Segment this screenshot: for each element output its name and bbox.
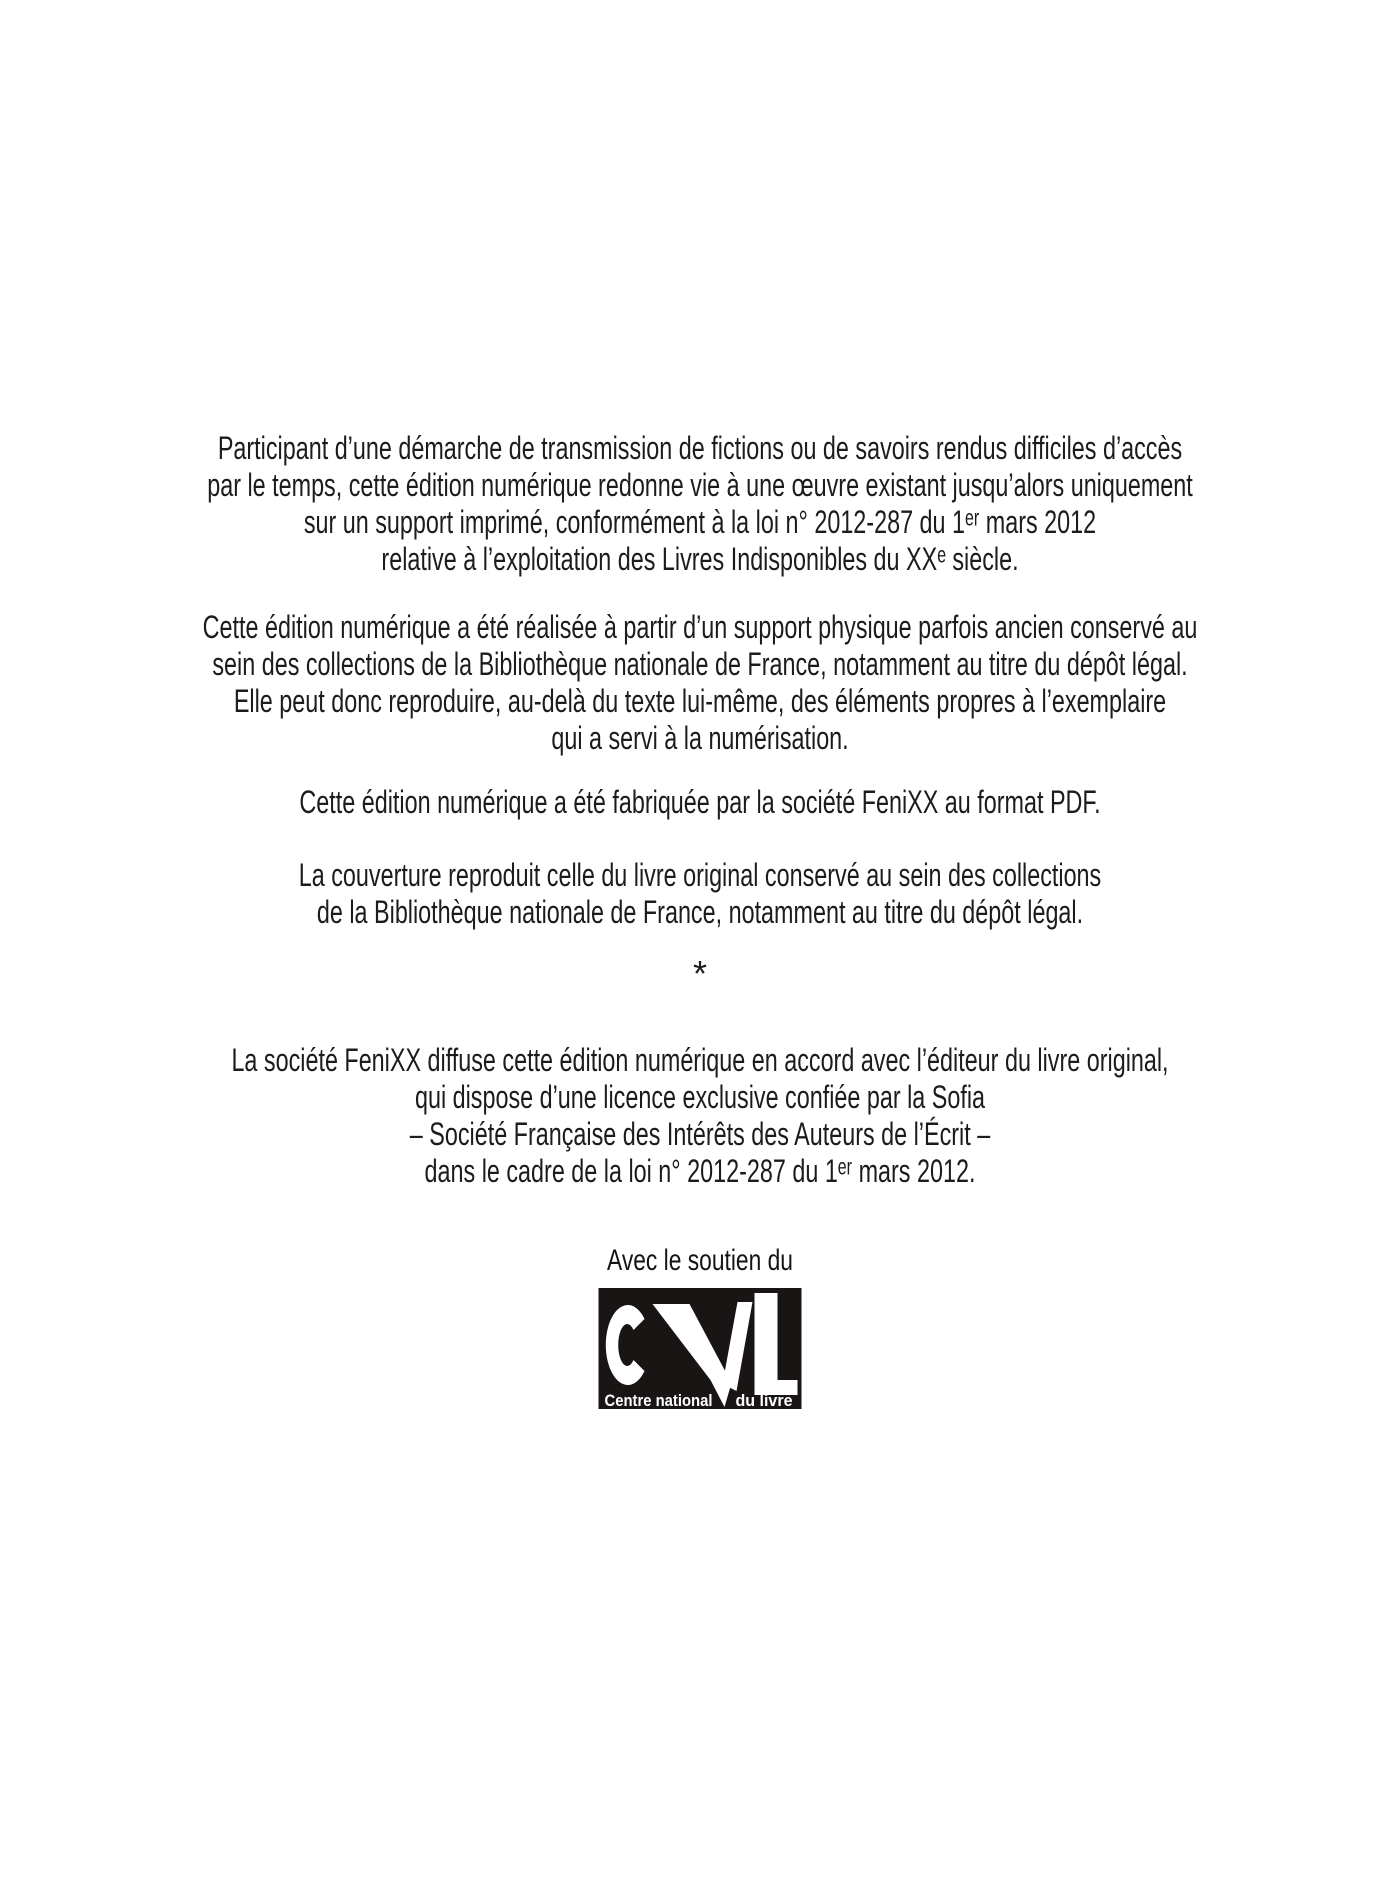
text-line: par le temps, cette édition numérique redonne vie à une œuvre existant jusqu’alors uniquement xyxy=(207,467,1193,503)
cnl-logo-graphic xyxy=(599,1288,802,1409)
colophon-paragraph-5 xyxy=(189,1042,1211,1190)
text-line: La société FeniXX diffuse cette édition numérique en accord avec l’éditeur du livre original, xyxy=(231,1042,1169,1078)
text-line: de la Bibliothèque nationale de France, notamment au titre du dépôt légal. xyxy=(316,894,1084,930)
text-line: La couverture reproduit celle du livre original conservé au sein des collections xyxy=(298,857,1102,893)
cnl-caption-right: du livre xyxy=(735,1392,793,1409)
separator-asterisk: * xyxy=(692,953,707,994)
text-line: relative à l’exploitation des Livres Indisponibles du XXᵉ siècle. xyxy=(381,541,1019,577)
text-line: – Société Française des Intérêts des Auteurs de l’Écrit – xyxy=(409,1116,991,1152)
cnl-caption-left: Centre national xyxy=(604,1392,713,1409)
colophon-paragraph-3 xyxy=(189,784,1211,821)
text-line: dans le cadre de la loi n° 2012-287 du 1ᵉʳ mars 2012. xyxy=(424,1153,976,1189)
text-line: Cette édition numérique a été réalisée à partir d’un support physique parfois ancien conservé au xyxy=(202,609,1198,645)
text-line: Elle peut donc reproduire, au-delà du texte lui-même, des éléments propres à l’exemplaire xyxy=(233,683,1167,719)
text-line: qui a servi à la numérisation. xyxy=(551,720,849,756)
support-caption: Avec le soutien du xyxy=(607,1244,793,1277)
text-line: sur un support imprimé, conformément à la loi n° 2012-287 du 1ᵉʳ mars 2012 xyxy=(303,504,1097,540)
colophon-paragraph-2 xyxy=(189,609,1211,757)
text-line: sein des collections de la Bibliothèque nationale de France, notamment au titre du dépôt légal. xyxy=(212,646,1188,682)
colophon-paragraph-1 xyxy=(189,430,1211,578)
colophon-paragraph-4 xyxy=(189,857,1211,931)
cnl-logo xyxy=(599,1288,802,1409)
text-line: Participant d’une démarche de transmission de fictions ou de savoirs rendus difficiles d’accès xyxy=(217,430,1183,466)
text-line: qui dispose d’une licence exclusive confiée par la Sofia xyxy=(414,1079,986,1115)
text-line: Cette édition numérique a été fabriquée par la société FeniXX au format PDF. xyxy=(299,784,1101,820)
